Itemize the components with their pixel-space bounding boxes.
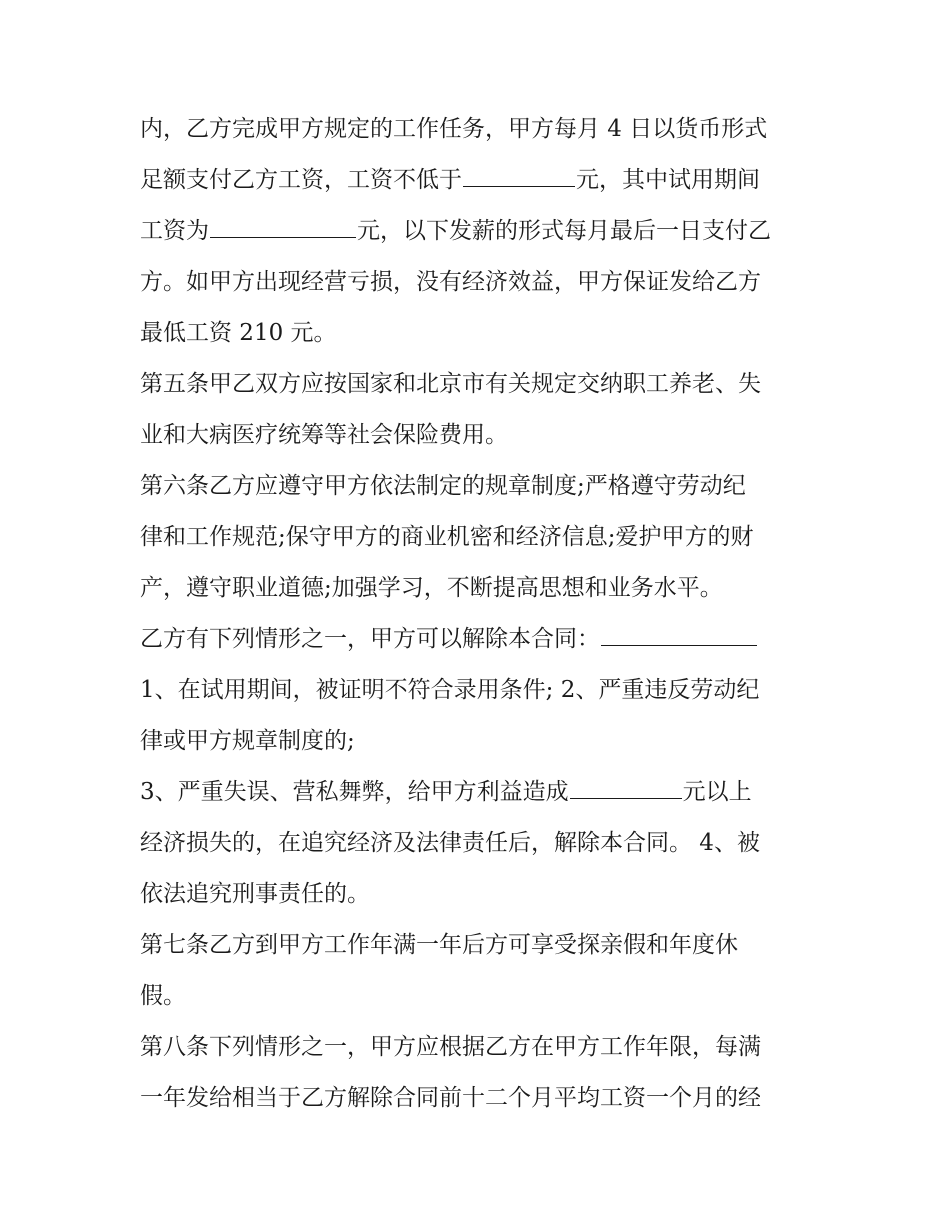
text-segment: 律和工作规范;保守甲方的商业机密和经济信息;爱护甲方的财 xyxy=(140,524,754,550)
text-line xyxy=(140,112,767,146)
text-segment: 依法追究刑事责任的。 xyxy=(140,881,370,907)
text-segment: 元以上 xyxy=(682,779,752,805)
text-line xyxy=(140,265,761,299)
text-line xyxy=(140,571,723,605)
text-segment: 业和大病医疗统筹等社会保险费用。 xyxy=(140,422,508,448)
text-line xyxy=(140,673,759,707)
text-segment: 元，其中试用期间 xyxy=(576,167,760,193)
text-segment: 内，乙方完成甲方规定的工作任务，甲方每月 4 日以货币形式 xyxy=(140,116,768,142)
text-line xyxy=(140,1081,761,1115)
text-line xyxy=(140,469,746,503)
text-line xyxy=(140,775,752,809)
text-segment: 假。 xyxy=(140,983,186,1009)
text-segment: 第五条甲乙双方应按国家和北京市有关规定交纳职工养老、失 xyxy=(140,371,761,397)
text-segment: 一年发给相当于乙方解除合同前十二个月平均工资一个月的经 xyxy=(140,1085,761,1111)
text-segment: 元，以下发薪的形式每月最后一日支付乙 xyxy=(357,218,771,244)
text-line xyxy=(140,724,355,758)
text-segment: 经济损失的，在追究经济及法律责任后，解除本合同。 4、被 xyxy=(140,830,760,856)
text-line xyxy=(140,214,771,248)
text-segment: 工资为 xyxy=(140,218,209,244)
text-segment: 律或甲方规章制度的; xyxy=(140,728,355,754)
fill-in-blank xyxy=(210,236,356,238)
text-line xyxy=(140,520,754,554)
text-line xyxy=(140,826,760,860)
text-segment: 第八条下列情形之一，甲方应根据乙方在甲方工作年限，每满 xyxy=(140,1034,761,1060)
text-line xyxy=(140,1030,761,1064)
fill-in-blank xyxy=(601,644,757,646)
text-segment: 产，遵守职业道德;加强学习，不断提高思想和业务水平。 xyxy=(140,575,723,601)
text-line xyxy=(140,367,761,401)
text-segment: 第七条乙方到甲方工作年满一年后方可享受探亲假和年度休 xyxy=(140,932,738,958)
text-line xyxy=(140,316,337,350)
text-line xyxy=(140,877,370,911)
text-line xyxy=(140,622,758,656)
text-line xyxy=(140,928,738,962)
text-segment: 1、在试用期间，被证明不符合录用条件; 2、严重违反劳动纪 xyxy=(140,677,760,703)
text-line xyxy=(140,418,508,452)
text-segment: 第六条乙方应遵守甲方依法制定的规章制度;严格遵守劳动纪 xyxy=(140,473,746,499)
text-line xyxy=(140,163,760,197)
text-segment: 3、严重失误、营私舞弊，给甲方利益造成 xyxy=(140,779,569,805)
fill-in-blank xyxy=(570,797,682,799)
text-line xyxy=(140,979,186,1013)
text-segment: 足额支付乙方工资，工资不低于 xyxy=(140,167,462,193)
fill-in-blank xyxy=(463,185,575,187)
text-segment: 最低工资 210 元。 xyxy=(140,320,337,346)
text-segment: 乙方有下列情形之一，甲方可以解除本合同： xyxy=(140,626,600,652)
text-segment: 方。如甲方出现经营亏损，没有经济效益，甲方保证发给乙方 xyxy=(140,269,761,295)
